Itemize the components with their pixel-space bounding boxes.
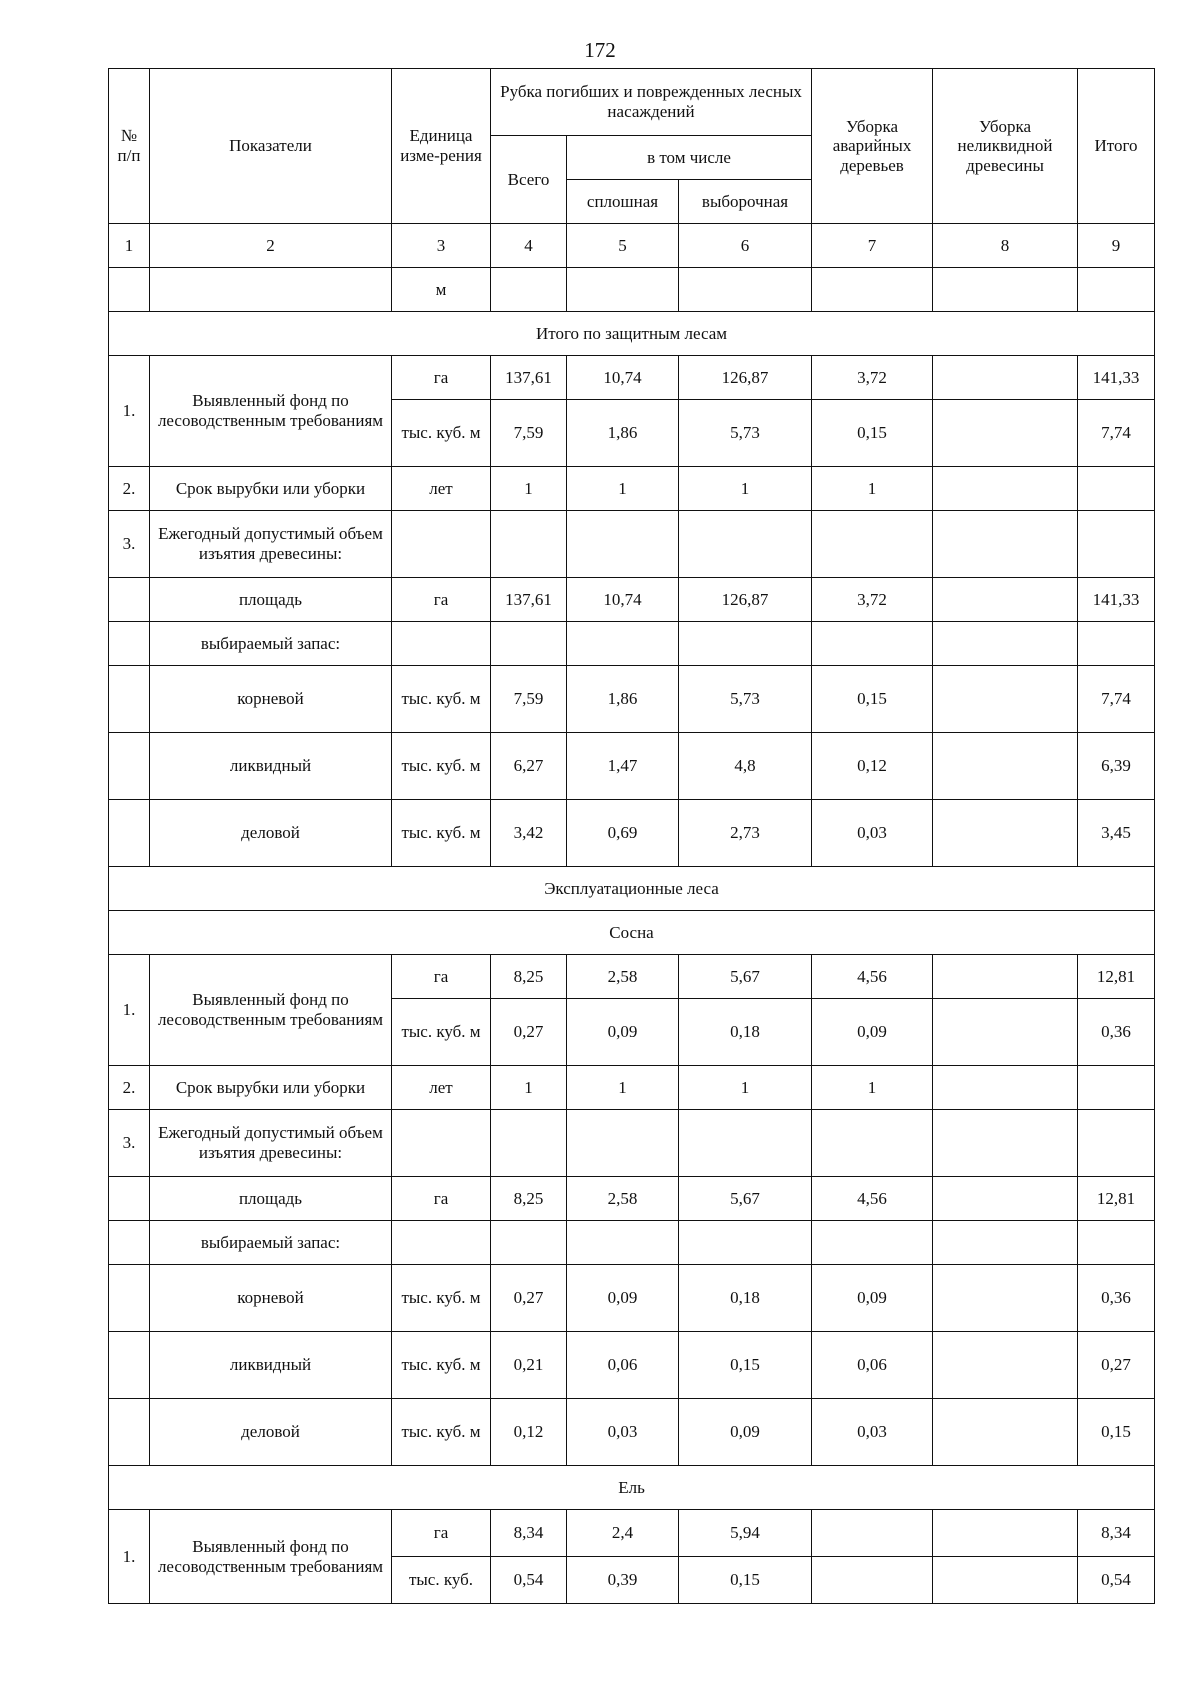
unit-cell: тыс. куб. м xyxy=(392,999,491,1066)
value-cell: 8,25 xyxy=(491,1177,567,1221)
section-row xyxy=(109,867,1155,911)
value-cell: 7,74 xyxy=(1078,400,1155,467)
col-number: 5 xyxy=(567,224,679,268)
value-cell xyxy=(933,356,1078,400)
row-number: 2. xyxy=(109,467,150,511)
col-number: 4 xyxy=(491,224,567,268)
unit-cell: тыс. куб. м xyxy=(392,733,491,800)
unit-cell: га xyxy=(392,578,491,622)
header-illiquid: Уборка неликвидной древесины xyxy=(933,69,1078,224)
table-row xyxy=(109,622,1155,666)
table-row xyxy=(109,1221,1155,1265)
value-cell: 0,18 xyxy=(679,1265,812,1332)
value-cell: 0,15 xyxy=(1078,1399,1155,1466)
value-cell xyxy=(933,1557,1078,1604)
header-emergency: Уборка аварийных деревьев xyxy=(812,69,933,224)
table-row xyxy=(109,1399,1155,1466)
value-cell: 5,67 xyxy=(679,955,812,999)
value-cell: 0,15 xyxy=(679,1557,812,1604)
section-row xyxy=(109,1466,1155,1510)
table-row xyxy=(109,1332,1155,1399)
indicator-label: деловой xyxy=(150,1399,392,1466)
indicator-label: ликвидный xyxy=(150,1332,392,1399)
value-cell: 1 xyxy=(567,1066,679,1110)
value-cell: 0,54 xyxy=(1078,1557,1155,1604)
value-cell: 126,87 xyxy=(679,356,812,400)
header-including: в том числе xyxy=(567,136,812,180)
value-cell: 10,74 xyxy=(567,578,679,622)
carry-over-row xyxy=(109,268,1155,312)
unit-cell: га xyxy=(392,356,491,400)
value-cell: 7,59 xyxy=(491,666,567,733)
value-cell: 2,58 xyxy=(567,955,679,999)
table-row xyxy=(109,666,1155,733)
indicator-label: ликвидный xyxy=(150,733,392,800)
value-cell: 5,67 xyxy=(679,1177,812,1221)
value-cell: 4,56 xyxy=(812,955,933,999)
row-number: 2. xyxy=(109,1066,150,1110)
value-cell: 0,09 xyxy=(679,1399,812,1466)
value-cell: 0,69 xyxy=(567,800,679,867)
unit-cell: га xyxy=(392,955,491,999)
col-number: 2 xyxy=(150,224,392,268)
value-cell: 3,42 xyxy=(491,800,567,867)
unit-cell: тыс. куб. м xyxy=(392,1265,491,1332)
col-number: 7 xyxy=(812,224,933,268)
value-cell: 2,4 xyxy=(567,1510,679,1557)
indicator-label: Срок вырубки или уборки xyxy=(150,467,392,511)
table-row xyxy=(109,511,1155,578)
value-cell: 0,12 xyxy=(812,733,933,800)
value-cell: 0,18 xyxy=(679,999,812,1066)
value-cell: 5,94 xyxy=(679,1510,812,1557)
header-row-1 xyxy=(109,69,1155,136)
forest-felling-table xyxy=(108,68,1155,1604)
value-cell: 0,27 xyxy=(491,999,567,1066)
table-row xyxy=(109,1110,1155,1177)
value-cell: 0,39 xyxy=(567,1557,679,1604)
indicator-label: деловой xyxy=(150,800,392,867)
indicator-label: выбираемый запас: xyxy=(150,622,392,666)
unit-cell: тыс. куб. м xyxy=(392,800,491,867)
row-number: 3. xyxy=(109,1110,150,1177)
value-cell: 0,09 xyxy=(812,1265,933,1332)
value-cell: 8,34 xyxy=(491,1510,567,1557)
value-cell: 0,15 xyxy=(679,1332,812,1399)
value-cell: 4,8 xyxy=(679,733,812,800)
indicator-label: Выявленный фонд по лесоводственным требованиям xyxy=(150,1510,392,1604)
value-cell: 5,73 xyxy=(679,400,812,467)
unit-cell: га xyxy=(392,1510,491,1557)
value-cell: 0,09 xyxy=(567,999,679,1066)
indicator-label: Выявленный фонд по лесоводственным требованиям xyxy=(150,955,392,1066)
value-cell: 0,06 xyxy=(812,1332,933,1399)
row-number: 1. xyxy=(109,1510,150,1604)
value-cell: 0,15 xyxy=(812,666,933,733)
section-row xyxy=(109,911,1155,955)
value-cell: 0,27 xyxy=(491,1265,567,1332)
col-number: 8 xyxy=(933,224,1078,268)
value-cell xyxy=(933,578,1078,622)
col-number: 3 xyxy=(392,224,491,268)
table-row xyxy=(109,955,1155,999)
value-cell: 141,33 xyxy=(1078,578,1155,622)
value-cell: 137,61 xyxy=(491,578,567,622)
value-cell: 6,39 xyxy=(1078,733,1155,800)
value-cell: 0,09 xyxy=(812,999,933,1066)
unit-cell: лет xyxy=(392,1066,491,1110)
value-cell: 1,47 xyxy=(567,733,679,800)
value-cell xyxy=(933,999,1078,1066)
value-cell: 0,21 xyxy=(491,1332,567,1399)
table-row xyxy=(109,733,1155,800)
row-number: 3. xyxy=(109,511,150,578)
section-title-spruce: Ель xyxy=(109,1466,1155,1510)
value-cell: 0,09 xyxy=(567,1265,679,1332)
table-row xyxy=(109,1510,1155,1557)
value-cell: 2,73 xyxy=(679,800,812,867)
header-unit: Единица изме-рения xyxy=(392,69,491,224)
value-cell xyxy=(933,1510,1078,1557)
value-cell: 141,33 xyxy=(1078,356,1155,400)
value-cell xyxy=(933,1332,1078,1399)
value-cell xyxy=(933,1066,1078,1110)
unit-cell: га xyxy=(392,1177,491,1221)
value-cell xyxy=(933,800,1078,867)
header-num: № п/п xyxy=(109,69,150,224)
value-cell: 1 xyxy=(812,467,933,511)
value-cell: 1,86 xyxy=(567,666,679,733)
value-cell: 1 xyxy=(491,467,567,511)
section-title-operational: Эксплуатационные леса xyxy=(109,867,1155,911)
value-cell: 12,81 xyxy=(1078,1177,1155,1221)
value-cell: 0,27 xyxy=(1078,1332,1155,1399)
table-row xyxy=(109,1265,1155,1332)
value-cell xyxy=(933,1177,1078,1221)
value-cell: 8,34 xyxy=(1078,1510,1155,1557)
header-felling-group: Рубка погибших и поврежденных лесных насаждений xyxy=(491,69,812,136)
header-total: Всего xyxy=(491,136,567,224)
indicator-label: корневой xyxy=(150,666,392,733)
value-cell xyxy=(933,955,1078,999)
col-number: 1 xyxy=(109,224,150,268)
value-cell: 12,81 xyxy=(1078,955,1155,999)
value-cell: 2,58 xyxy=(567,1177,679,1221)
table-row xyxy=(109,1177,1155,1221)
unit-cell: тыс. куб. м xyxy=(392,666,491,733)
section-row xyxy=(109,312,1155,356)
value-cell: 3,45 xyxy=(1078,800,1155,867)
header-clear: сплошная xyxy=(567,180,679,224)
value-cell: 10,74 xyxy=(567,356,679,400)
indicator-label: Срок вырубки или уборки xyxy=(150,1066,392,1110)
value-cell xyxy=(933,1399,1078,1466)
value-cell: 0,36 xyxy=(1078,999,1155,1066)
value-cell: 126,87 xyxy=(679,578,812,622)
indicator-label: Выявленный фонд по лесоводственным требованиям xyxy=(150,356,392,467)
table-row xyxy=(109,800,1155,867)
indicator-label: Ежегодный допустимый объем изъятия древесины: xyxy=(150,511,392,578)
indicator-label: корневой xyxy=(150,1265,392,1332)
column-numbers-row xyxy=(109,224,1155,268)
table-row xyxy=(109,356,1155,400)
unit-cell: тыс. куб. м xyxy=(392,400,491,467)
value-cell: 0,54 xyxy=(491,1557,567,1604)
table-row xyxy=(109,1066,1155,1110)
value-cell: 1 xyxy=(491,1066,567,1110)
value-cell: 1 xyxy=(679,467,812,511)
value-cell xyxy=(933,733,1078,800)
value-cell xyxy=(933,467,1078,511)
value-cell: 0,06 xyxy=(567,1332,679,1399)
row-number: 1. xyxy=(109,356,150,467)
col-number: 6 xyxy=(679,224,812,268)
value-cell: 7,74 xyxy=(1078,666,1155,733)
indicator-label: Ежегодный допустимый объем изъятия древесины: xyxy=(150,1110,392,1177)
unit-cell: лет xyxy=(392,467,491,511)
value-cell: 1 xyxy=(812,1066,933,1110)
unit-cell: тыс. куб. м xyxy=(392,1332,491,1399)
header-grand-total: Итого xyxy=(1078,69,1155,224)
value-cell: 0,03 xyxy=(567,1399,679,1466)
page-number: 172 xyxy=(584,38,616,62)
value-cell: 0,03 xyxy=(812,800,933,867)
value-cell xyxy=(812,1557,933,1604)
indicator-label: площадь xyxy=(150,1177,392,1221)
header-selective: выборочная xyxy=(679,180,812,224)
value-cell xyxy=(812,1510,933,1557)
header-indicators: Показатели xyxy=(150,69,392,224)
value-cell xyxy=(1078,467,1155,511)
row-number: 1. xyxy=(109,955,150,1066)
indicator-label: выбираемый запас: xyxy=(150,1221,392,1265)
value-cell: 0,15 xyxy=(812,400,933,467)
value-cell xyxy=(933,400,1078,467)
value-cell: 4,56 xyxy=(812,1177,933,1221)
carry-unit: м xyxy=(392,268,491,312)
col-number: 9 xyxy=(1078,224,1155,268)
value-cell: 0,12 xyxy=(491,1399,567,1466)
table-row xyxy=(109,467,1155,511)
value-cell: 0,36 xyxy=(1078,1265,1155,1332)
value-cell: 3,72 xyxy=(812,356,933,400)
value-cell: 1,86 xyxy=(567,400,679,467)
value-cell: 0,03 xyxy=(812,1399,933,1466)
value-cell xyxy=(933,666,1078,733)
value-cell: 1 xyxy=(679,1066,812,1110)
value-cell: 8,25 xyxy=(491,955,567,999)
value-cell: 5,73 xyxy=(679,666,812,733)
value-cell: 6,27 xyxy=(491,733,567,800)
value-cell: 3,72 xyxy=(812,578,933,622)
indicator-label: площадь xyxy=(150,578,392,622)
value-cell: 1 xyxy=(567,467,679,511)
section-title-pine: Сосна xyxy=(109,911,1155,955)
section-title-protective: Итого по защитным лесам xyxy=(109,312,1155,356)
value-cell: 7,59 xyxy=(491,400,567,467)
unit-cell: тыс. куб. xyxy=(392,1557,491,1604)
value-cell: 137,61 xyxy=(491,356,567,400)
unit-cell: тыс. куб. м xyxy=(392,1399,491,1466)
value-cell xyxy=(933,1265,1078,1332)
value-cell xyxy=(1078,1066,1155,1110)
table-row xyxy=(109,578,1155,622)
